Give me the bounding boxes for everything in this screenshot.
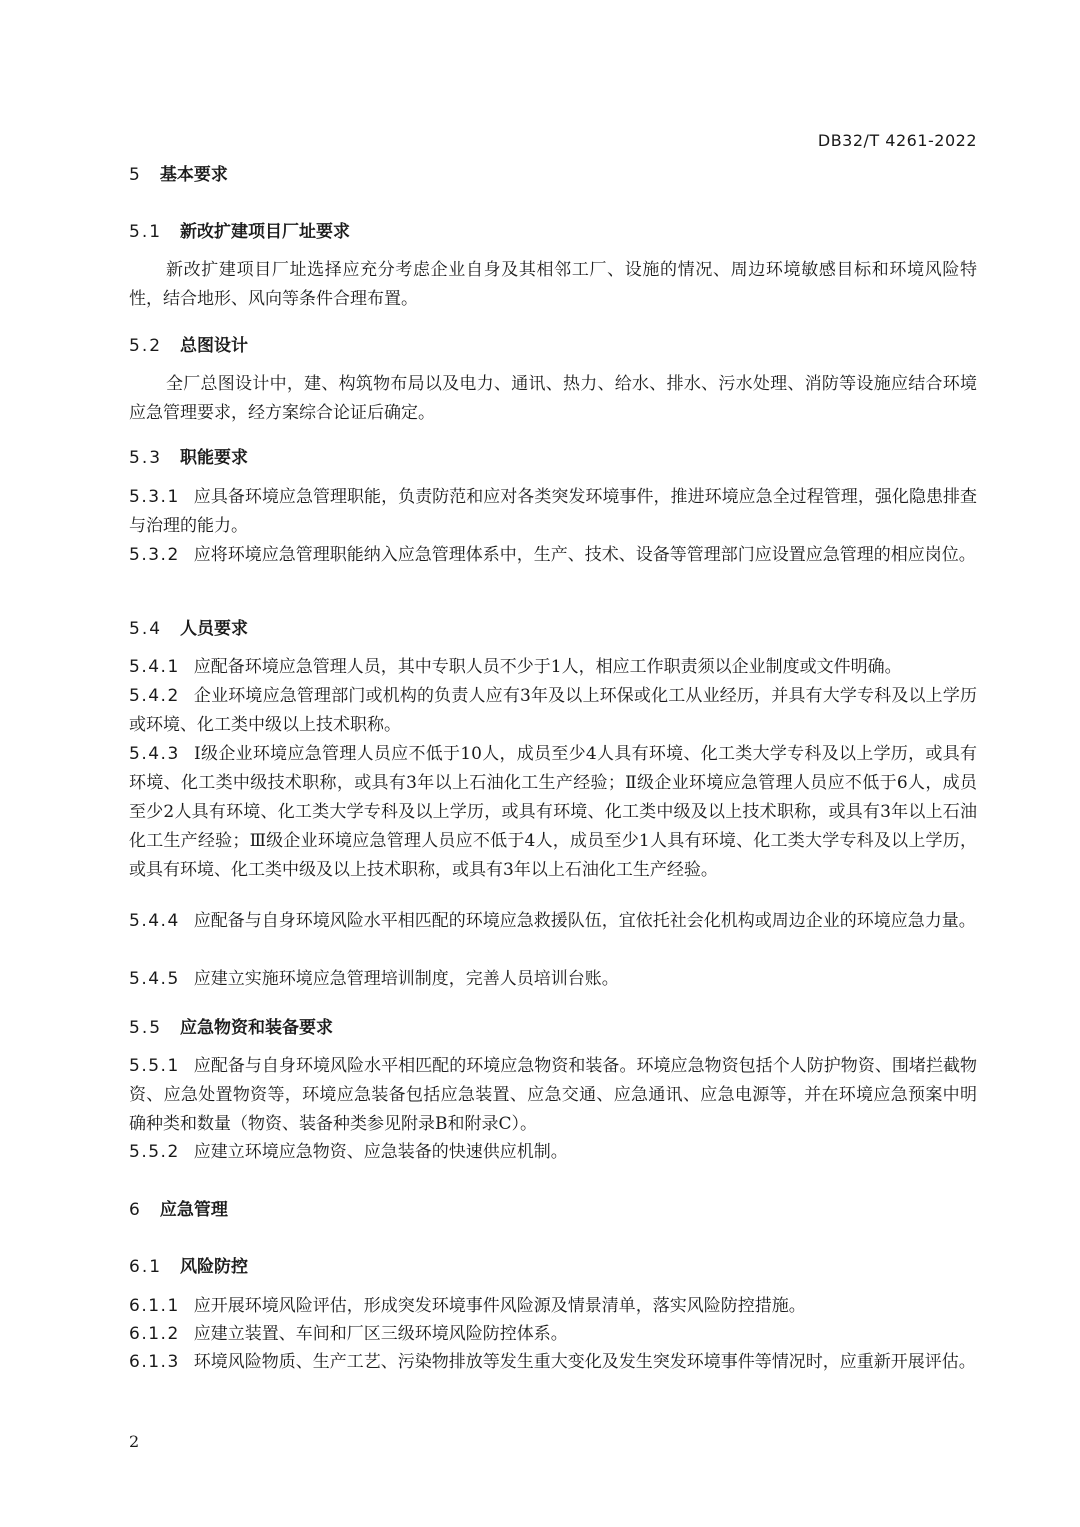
heading-title: 基本要求: [159, 165, 228, 185]
standard-code: DB32/T 4261-2022: [817, 131, 977, 150]
clause-6-1-2: [129, 1320, 977, 1349]
clause-text: 环境风险物质、生产工艺、污染物排放等发生重大变化及发生突发环境事件等情况时，应重新开展评估。: [193, 1352, 976, 1372]
heading-number: 6: [129, 1200, 142, 1220]
heading-5-5: [129, 1013, 333, 1038]
heading-title: 新改扩建项目厂址要求: [180, 222, 351, 242]
clause-5-4-3: [129, 740, 977, 885]
heading-number: 5.2: [129, 336, 163, 356]
clause-number: 5.5.2: [129, 1142, 180, 1162]
clause-number: 5.4.5: [129, 969, 180, 989]
heading-number: 5.4: [129, 619, 163, 639]
heading-title: 人员要求: [180, 619, 249, 639]
clause-number: 5.3.2: [129, 545, 180, 565]
clause-number: 6.1.1: [129, 1296, 180, 1316]
heading-5-4: [129, 614, 248, 639]
heading-5: [129, 160, 228, 185]
clause-text: 企业环境应急管理部门或机构的负责人应有3年及以上环保或化工从业经历，并具有大学专科及以上学历或环境、化工类中级以上技术职称。: [129, 686, 977, 735]
heading-number: 5.5: [129, 1018, 163, 1038]
heading-number: 6.1: [129, 1257, 163, 1277]
clause-5-4-4: [129, 907, 977, 936]
clause-5-5-1: [129, 1052, 977, 1139]
clause-6-1-3: [129, 1348, 977, 1377]
clause-5-4-1: [129, 653, 977, 682]
clause-5-4-5: [129, 965, 977, 994]
heading-title: 风险防控: [180, 1257, 249, 1277]
paragraph-5-1: 新改扩建项目厂址选择应充分考虑企业自身及其相邻工厂、设施的情况、周边环境敏感目标和环境风险特性，结合地形、风向等条件合理布置。: [129, 260, 977, 309]
clause-6-1-1: [129, 1292, 977, 1321]
clause-text: 应具备环境应急管理职能，负责防范和应对各类突发环境事件，推进环境应急全过程管理，强化隐患排查与治理的能力。: [129, 487, 977, 536]
clause-text: 应配备与自身环境风险水平相匹配的环境应急物资和装备。环境应急物资包括个人防护物资、围堵拦截物资、应急处置物资等，环境应急装备包括应急装置、应急交通、应急通讯、应急电源等，并在环境应急预案中明确种类和数量（物资、装备种类参见附录B和附录C）。: [129, 1056, 977, 1134]
heading-5-1: [129, 217, 350, 242]
clause-number: 5.4.2: [129, 686, 180, 706]
heading-title: 应急管理: [159, 1200, 228, 1220]
clause-number: 6.1.3: [129, 1352, 180, 1372]
clause-number: 5.4.1: [129, 657, 180, 677]
clause-text: 应建立装置、车间和厂区三级环境风险防控体系。: [193, 1324, 568, 1344]
heading-5-2: [129, 331, 248, 356]
paragraph-5-2: 全厂总图设计中，建、构筑物布局以及电力、通讯、热力、给水、排水、污水处理、消防等设施应结合环境应急管理要求，经方案综合论证后确定。: [129, 374, 977, 423]
heading-number: 5: [129, 165, 142, 185]
heading-title: 应急物资和装备要求: [180, 1018, 334, 1038]
clause-number: 6.1.2: [129, 1324, 180, 1344]
heading-5-3: [129, 443, 248, 468]
clause-5-4-2: [129, 682, 977, 740]
page-number: 2: [129, 1432, 140, 1451]
clause-number: 5.4.3: [129, 744, 180, 764]
clause-5-5-2: [129, 1138, 977, 1167]
heading-number: 5.3: [129, 448, 163, 468]
heading-6: [129, 1195, 228, 1220]
clause-text: 应将环境应急管理职能纳入应急管理体系中，生产、技术、设备等管理部门应设置应急管理的相应岗位。: [193, 545, 976, 565]
clause-text: Ⅰ级企业环境应急管理人员应不低于10人，成员至少4人具有环境、化工类大学专科及以上学历，或具有环境、化工类中级技术职称，或具有3年以上石油化工生产经验；Ⅱ级企业环境应急管理人员应不低于6人，成员至少2人具有环境、化工类大学专科及以上学历，或具有环境、化工类中级及以上技术职称，或具有3年以上石油化工生产经验；Ⅲ级企业环境应急管理人员应不低于4人，成员至少1人具有环境、化工类大学专科及以上学历，或具有环境、化工类中级及以上技术职称，或具有3年以上石油化工生产经验。: [129, 744, 977, 880]
clause-text: 应开展环境风险评估，形成突发环境事件风险源及情景清单，落实风险防控措施。: [193, 1296, 806, 1316]
clause-number: 5.5.1: [129, 1056, 180, 1076]
heading-title: 职能要求: [180, 448, 249, 468]
heading-title: 总图设计: [180, 336, 249, 356]
heading-number: 5.1: [129, 222, 163, 242]
heading-6-1: [129, 1252, 248, 1277]
clause-number: 5.4.4: [129, 911, 180, 931]
clause-text: 应配备与自身环境风险水平相匹配的环境应急救援队伍，宜依托社会化机构或周边企业的环境应急力量。: [193, 911, 976, 931]
clause-number: 5.3.1: [129, 487, 180, 507]
clause-5-3-2: [129, 541, 977, 570]
clause-text: 应建立实施环境应急管理培训制度，完善人员培训台账。: [193, 969, 619, 989]
clause-5-3-1: [129, 483, 977, 541]
clause-text: 应建立环境应急物资、应急装备的快速供应机制。: [193, 1142, 568, 1162]
clause-text: 应配备环境应急管理人员，其中专职人员不少于1人，相应工作职责须以企业制度或文件明确。: [193, 657, 902, 677]
